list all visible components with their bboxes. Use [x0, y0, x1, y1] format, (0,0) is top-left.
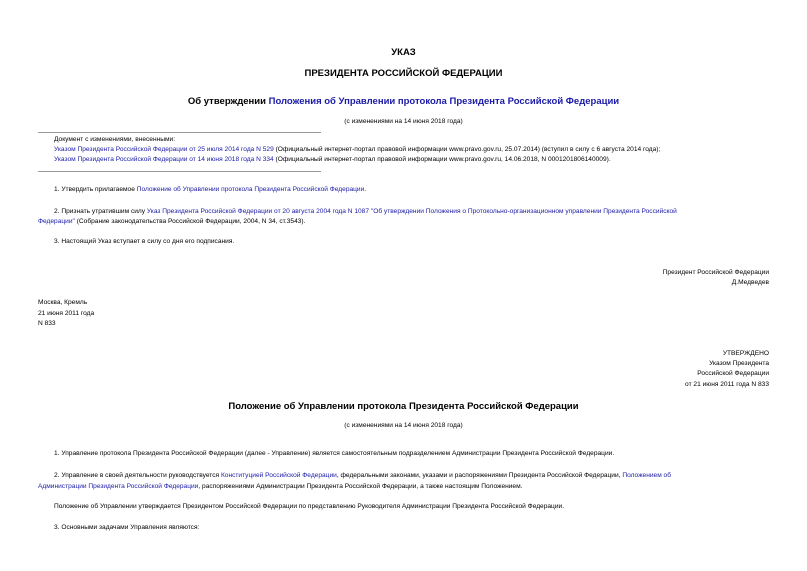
decree-issuer: ПРЕЗИДЕНТА РОССИЙСКОЙ ФЕДЕРАЦИИ — [304, 68, 503, 79]
divider — [38, 132, 321, 133]
change-tail: (Официальный интернет-портал правовой информации www.pravo.gov.ru, 14.06.2018, N 0001201806140009). — [273, 156, 611, 163]
change-link[interactable]: Указом Президента Российской Федерации от 25 июля 2014 года N 529 — [54, 146, 274, 153]
para-text: . — [364, 186, 367, 193]
approval-line: Указом Президента — [709, 360, 769, 367]
decree-number: N 833 — [38, 320, 56, 327]
approval-line: УТВЕРЖДЕНО — [722, 350, 769, 357]
regulation-paragraph-4: 3. Основными задачами Управления являются: — [54, 524, 200, 531]
repealed-decree-link[interactable]: Федерации" — [38, 218, 75, 225]
approval-line: от 21 июня 2011 года N 833 — [685, 381, 769, 388]
constitution-link[interactable]: Конституцией Российской Федерации — [220, 472, 337, 479]
administration-regulation-link[interactable]: Положением об — [622, 472, 671, 479]
approval-line: Российской Федерации — [697, 370, 769, 377]
amend-note: (с изменениями на 14 июня 2018 года) — [344, 118, 463, 125]
change-link[interactable]: Указом Президента Российской Федерации от 14 июня 2018 года N 334 — [54, 156, 274, 163]
divider — [38, 171, 321, 172]
administration-regulation-link[interactable]: Администрации Президента Российской Федерации — [38, 483, 199, 490]
regulation-title: Положение об Управлении протокола Президента Российской Федерации — [228, 401, 579, 412]
change-tail: (Официальный интернет-портал правовой информации www.pravo.gov.ru, 25.07.2014) (вступил в силу с 6 августа 2014 года); — [273, 146, 661, 153]
repealed-decree-link[interactable]: Указ Президента Российской Федерации от 20 августа 2004 года N 1087 "Об утверждении Положения о Протокольно-организационном управлении Президента Российской — [146, 208, 677, 215]
change-item — [54, 146, 660, 153]
regulation-paragraph-1: 1. Управление протокола Президента Российской Федерации (далее - Управление) является самостоятельным подразделением Администрации Президента Российской Федерации. — [54, 450, 615, 457]
decree-paragraph-1 — [54, 186, 366, 193]
decree-paragraph-2-line2 — [38, 218, 305, 225]
signing-date: 21 июня 2011 года — [38, 310, 95, 317]
decree-paragraph-3: 3. Настоящий Указ вступает в силу со дня его подписания. — [54, 238, 235, 245]
para-text: , федеральными законами, указами и распоряжениями Президента Российской Федерации, — [336, 472, 623, 479]
decree-subject — [0, 96, 807, 107]
para-text: 2. Признать утратившим силу — [54, 208, 147, 215]
decree-title: УКАЗ — [391, 47, 416, 58]
subject-prefix: Об утверждении — [187, 96, 269, 107]
regulation-paragraph-3: Положение об Управлении утверждается Президентом Российской Федерации по представлению Руководителя Администрации Президента Российской Федерации. — [54, 503, 565, 510]
regulation-link[interactable]: Положение об Управлении протокола Президента Российской Федерации — [136, 186, 365, 193]
para-text: (Собрание законодательства Российской Федерации, 2004, N 34, ст.3543). — [74, 218, 306, 225]
para-text: 1. Утвердить прилагаемое — [54, 186, 137, 193]
signing-place: Москва, Кремль — [38, 299, 88, 306]
signature-name: Д.Медведев — [731, 279, 769, 286]
change-item — [54, 156, 611, 163]
regulation-amend-note: (с изменениями на 14 июня 2018 года) — [344, 422, 463, 429]
regulation-paragraph-2-line2 — [38, 483, 522, 490]
signature-position: Президент Российской Федерации — [662, 269, 769, 276]
regulation-paragraph-2-line1 — [54, 472, 671, 479]
changes-intro: Документ с изменениями, внесенными: — [54, 136, 176, 143]
subject-link[interactable]: Положения об Управлении протокола Президента Российской Федерации — [268, 96, 620, 107]
para-text: 2. Управление в своей деятельности руководствуется — [54, 472, 221, 479]
decree-paragraph-2-line1 — [54, 208, 677, 215]
para-text: , распоряжениями Администрации Президента Российской Федерации, а также настоящим Положением. — [198, 483, 523, 490]
